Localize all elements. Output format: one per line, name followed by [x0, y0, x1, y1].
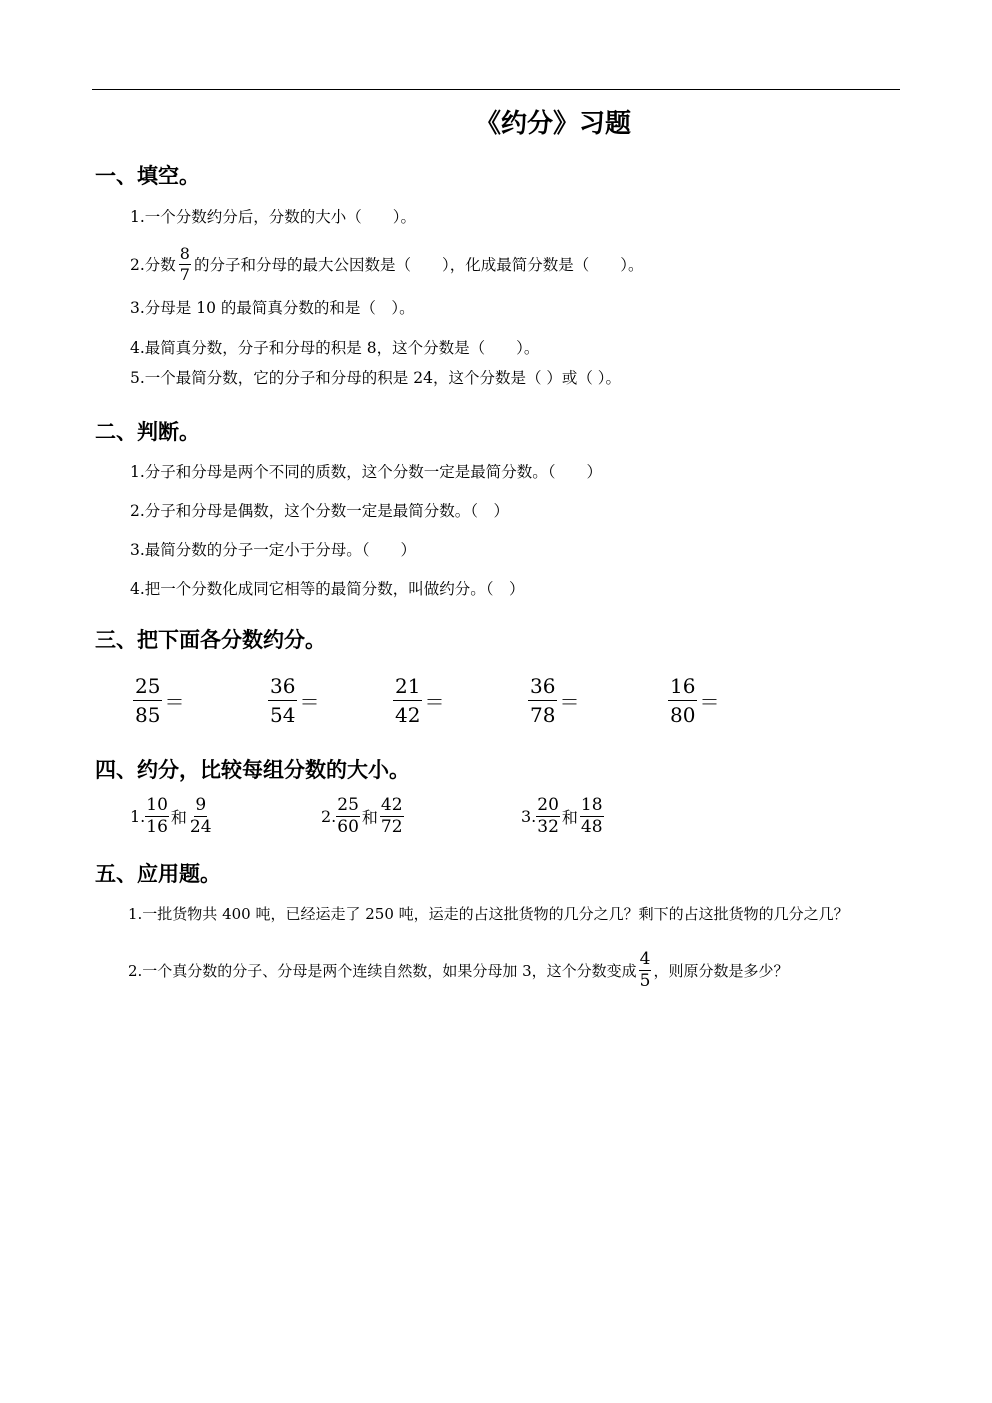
equals-sign: ＝	[699, 690, 720, 714]
section-5-heading: 五、应用题。	[95, 861, 221, 886]
fraction-20-32	[536, 797, 560, 836]
fraction-numerator: 21	[393, 676, 422, 701]
fraction-denominator: 48	[580, 817, 603, 837]
fill-question-2-prefix: 2.分数	[130, 255, 176, 274]
fraction-denominator: 42	[395, 703, 421, 727]
fraction-18-48	[580, 797, 604, 836]
fill-question-5: 5.一个最简分数，它的分子和分母的积是 24，这个分数是（ ）或（ ）。	[130, 369, 622, 387]
fraction-numerator: 25	[337, 795, 359, 815]
section-4-heading: 四、约分，比较每组分数的大小。	[95, 757, 410, 782]
fraction-8-7	[179, 246, 191, 283]
fraction-4-5	[639, 951, 652, 990]
fraction-10-16	[145, 797, 169, 836]
and-word: 和	[561, 808, 578, 827]
word-problem-2-prefix: 2.一个真分数的分子、分母是两个连续自然数，如果分母加 3，这个分数变成	[128, 961, 637, 980]
equals-sign: ＝	[424, 690, 445, 714]
fill-question-2-suffix: 的分子和分母的最大公因数是（ ），化成最简分数是（ ）。	[193, 255, 644, 274]
judge-question-4: 4.把一个分数化成同它相等的最简分数，叫做约分。（ ）	[130, 580, 525, 598]
fraction-25-85	[133, 676, 162, 725]
compare-label: 2.	[321, 807, 337, 826]
reduce-item-2	[268, 676, 319, 725]
compare-group-1	[130, 797, 213, 836]
fraction-numerator: 16	[668, 676, 697, 701]
compare-group-3	[521, 797, 604, 836]
fraction-denominator: 5	[639, 971, 651, 991]
fraction-9-24	[189, 797, 213, 836]
judge-question-2: 2.分子和分母是偶数，这个分数一定是最简分数。（ ）	[130, 502, 510, 520]
fraction-numerator: 36	[268, 676, 297, 701]
section-2-heading: 二、判断。	[95, 419, 200, 444]
fraction-denominator: 78	[530, 703, 556, 727]
fraction-numerator: 4	[639, 949, 651, 969]
fraction-42-72	[380, 797, 404, 836]
fraction-numerator: 25	[133, 676, 162, 701]
fraction-denominator: 16	[146, 817, 168, 837]
compare-label: 1.	[130, 807, 146, 826]
reduce-item-1	[133, 676, 184, 725]
reduce-item-3	[393, 676, 444, 725]
fraction-36-54	[268, 676, 297, 725]
and-word: 和	[361, 808, 378, 827]
judge-question-3: 3.最简分数的分子一定小于分母。（ ）	[130, 541, 417, 559]
fill-question-4: 4.最简真分数，分子和分母的积是 8，这个分数是（ ）。	[130, 339, 540, 357]
judge-question-1: 1.分子和分母是两个不同的质数，这个分数一定是最简分数。（ ）	[130, 463, 603, 481]
compare-label: 3.	[521, 807, 537, 826]
fraction-numerator: 9	[195, 795, 207, 815]
header-rule	[92, 89, 900, 90]
fraction-denominator: 54	[270, 703, 296, 727]
fraction-denominator: 72	[380, 817, 403, 837]
fraction-denominator: 32	[537, 817, 559, 837]
equals-sign: ＝	[559, 690, 580, 714]
fraction-numerator: 20	[537, 795, 559, 815]
and-word: 和	[170, 808, 187, 827]
page-title: 《约分》习题	[474, 109, 631, 139]
fraction-25-60	[336, 797, 360, 836]
fraction-36-78	[528, 676, 557, 725]
equals-sign: ＝	[164, 690, 185, 714]
fraction-numerator: 18	[580, 795, 603, 815]
fraction-denominator: 60	[337, 817, 359, 837]
reduce-item-4	[528, 676, 579, 725]
fraction-16-80	[668, 676, 697, 725]
fraction-numerator: 42	[380, 795, 403, 815]
fraction-denominator: 24	[189, 817, 212, 837]
fraction-21-42	[393, 676, 422, 725]
fraction-numerator: 8	[179, 244, 190, 263]
fill-question-2	[130, 246, 644, 283]
reduce-item-5	[668, 676, 719, 725]
word-problem-2	[128, 951, 788, 990]
section-3-heading: 三、把下面各分数约分。	[95, 627, 326, 652]
fraction-numerator: 36	[528, 676, 557, 701]
compare-group-2	[321, 797, 404, 836]
fraction-denominator: 7	[179, 265, 190, 284]
word-problem-1: 1.一批货物共 400 吨，已经运走了 250 吨，运走的占这批货物的几分之几？剩下的占这批货物的几分之几？	[128, 905, 849, 923]
equals-sign: ＝	[299, 690, 320, 714]
fill-question-3: 3.分母是 10 的最简真分数的和是（ ）。	[130, 299, 415, 317]
fraction-denominator: 85	[135, 703, 161, 727]
fraction-numerator: 10	[146, 795, 168, 815]
word-problem-2-suffix: ，则原分数是多少？	[653, 961, 789, 980]
fill-question-1: 1.一个分数约分后，分数的大小（ ）。	[130, 208, 417, 226]
section-1-heading: 一、填空。	[95, 163, 200, 188]
fraction-denominator: 80	[670, 703, 696, 727]
